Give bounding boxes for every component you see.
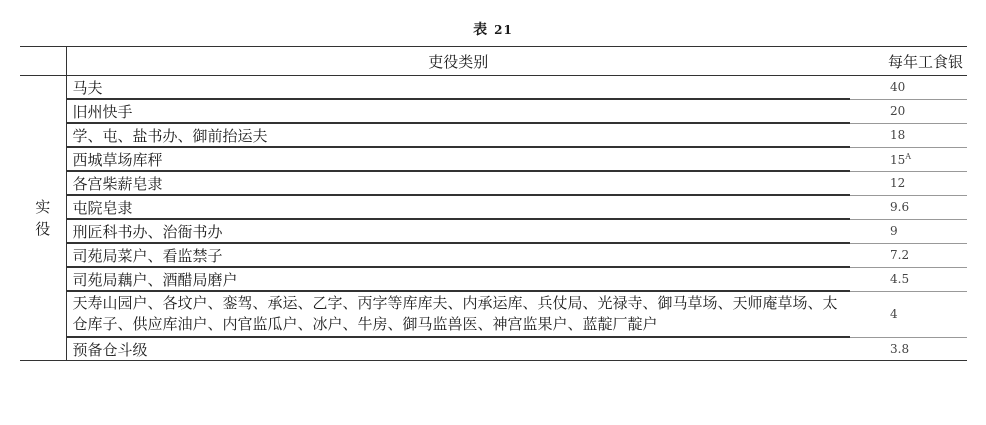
side-label-char: 役 [35, 220, 51, 238]
row-value: 40 [850, 76, 967, 100]
header-row [20, 47, 967, 76]
row-name: 西城草场库秤 [66, 147, 850, 171]
labor-wage-table [20, 46, 967, 361]
row-name: 旧州快手 [66, 99, 850, 123]
table-row [20, 76, 967, 100]
row-value: 15 [890, 152, 906, 167]
row-name: 屯院皂隶 [66, 195, 850, 219]
side-label [20, 76, 66, 361]
table-row [20, 337, 967, 361]
table-row [20, 243, 967, 267]
row-value: 18 [850, 123, 967, 147]
row-value: 3.8 [850, 337, 967, 361]
row-value: 9 [850, 219, 967, 243]
row-value: 20 [850, 99, 967, 123]
header-blank-cell [20, 47, 66, 76]
row-value: 9.6 [850, 195, 967, 219]
table-row [20, 171, 967, 195]
table-row [20, 195, 967, 219]
footnote-mark: A [905, 151, 912, 161]
table-row [20, 123, 967, 147]
table-caption [0, 19, 986, 39]
row-name: 预备仓斗级 [66, 337, 850, 361]
row-name: 刑匠科书办、治衙书办 [66, 219, 850, 243]
row-name: 各宫柴薪皂隶 [66, 171, 850, 195]
caption-number: 21 [494, 23, 513, 37]
row-name: 司苑局菜户、看监禁子 [66, 243, 850, 267]
table-row [20, 267, 967, 291]
row-name: 天寿山园户、各坟户、銮驾、承运、乙字、丙字等库库夫、内承运库、兵仗局、光禄寺、御马草场、天师庵草场、太仓库子、供应库油户、内官监瓜户、冰户、牛房、御马监兽医、神宫监果户、蓝靛厂靛户 [66, 291, 850, 337]
row-value-cell [850, 147, 967, 171]
side-label-char: 实 [35, 198, 51, 216]
header-category: 吏役类别 [66, 47, 850, 76]
row-name: 司苑局藕户、酒醋局磨户 [66, 267, 850, 291]
row-value: 4 [850, 291, 967, 337]
row-value: 7.2 [850, 243, 967, 267]
row-value: 12 [850, 171, 967, 195]
table-row [20, 147, 967, 171]
table-row [20, 219, 967, 243]
table-row [20, 291, 967, 337]
header-value: 每年工食银 [850, 47, 967, 76]
row-value: 4.5 [850, 267, 967, 291]
table-row [20, 99, 967, 123]
row-name: 马夫 [66, 76, 850, 100]
row-name: 学、屯、盐书办、御前抬运夫 [66, 123, 850, 147]
caption-label: 表 [473, 22, 489, 38]
